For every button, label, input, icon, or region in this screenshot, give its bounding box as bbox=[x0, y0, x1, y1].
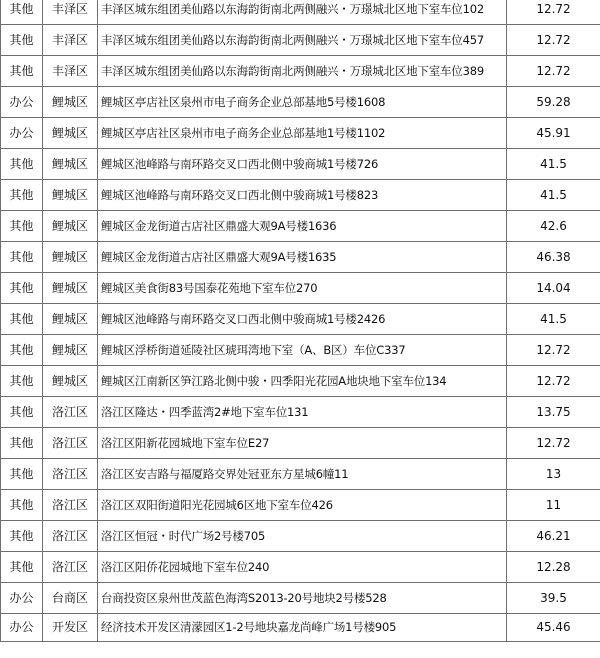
district-cell: 鲤城区 bbox=[43, 87, 98, 118]
address-cell: 洛江区安吉路与福厦路交界处冠亚东方星城6幢11 bbox=[98, 459, 507, 490]
type-cell: 其他 bbox=[1, 335, 43, 366]
area-cell: 12.72 bbox=[507, 335, 600, 366]
address-cell: 鲤城区浮桥街道延陵社区琥珥湾地下室（A、B区）车位C337 bbox=[98, 335, 507, 366]
area-cell: 14.04 bbox=[507, 273, 600, 304]
table-row bbox=[1, 273, 600, 304]
table-row bbox=[1, 428, 600, 459]
area-cell: 12.28 bbox=[507, 552, 600, 583]
address-cell: 洛江区双阳街道阳光花园城6区地下室车位426 bbox=[98, 490, 507, 521]
table-row bbox=[1, 242, 600, 273]
area-cell: 41.5 bbox=[507, 304, 600, 335]
table-row bbox=[1, 118, 600, 149]
type-cell: 其他 bbox=[1, 397, 43, 428]
table-row bbox=[1, 211, 600, 242]
type-cell: 其他 bbox=[1, 521, 43, 552]
address-cell: 洛江区阳新花园城地下室车位E27 bbox=[98, 428, 507, 459]
table-row bbox=[1, 335, 600, 366]
address-cell: 丰泽区城东组团美仙路以东海韵街南北两侧融兴・万璟城北区地下室车位457 bbox=[98, 25, 507, 56]
table-row bbox=[1, 521, 600, 552]
address-cell: 鲤城区池峰路与南环路交叉口西北侧中骏商城1号楼2426 bbox=[98, 304, 507, 335]
table-row bbox=[1, 87, 600, 118]
type-cell: 其他 bbox=[1, 273, 43, 304]
district-cell: 开发区 bbox=[43, 614, 98, 642]
property-table-body bbox=[1, 0, 600, 642]
address-cell: 洛江区阳侨花园城地下室车位240 bbox=[98, 552, 507, 583]
type-cell: 其他 bbox=[1, 490, 43, 521]
table-row bbox=[1, 490, 600, 521]
district-cell: 鲤城区 bbox=[43, 149, 98, 180]
district-cell: 鲤城区 bbox=[43, 242, 98, 273]
area-cell: 46.38 bbox=[507, 242, 600, 273]
address-cell: 鲤城区池峰路与南环路交叉口西北侧中骏商城1号楼726 bbox=[98, 149, 507, 180]
type-cell: 其他 bbox=[1, 56, 43, 87]
district-cell: 鲤城区 bbox=[43, 304, 98, 335]
district-cell: 洛江区 bbox=[43, 521, 98, 552]
type-cell: 其他 bbox=[1, 366, 43, 397]
area-cell: 46.21 bbox=[507, 521, 600, 552]
district-cell: 洛江区 bbox=[43, 397, 98, 428]
address-cell: 鲤城区亭店社区泉州市电子商务企业总部基地5号楼1608 bbox=[98, 87, 507, 118]
type-cell: 其他 bbox=[1, 242, 43, 273]
district-cell: 洛江区 bbox=[43, 428, 98, 459]
area-cell: 12.72 bbox=[507, 0, 600, 25]
type-cell: 其他 bbox=[1, 0, 43, 25]
district-cell: 丰泽区 bbox=[43, 56, 98, 87]
district-cell: 鲤城区 bbox=[43, 273, 98, 304]
district-cell: 丰泽区 bbox=[43, 0, 98, 25]
district-cell: 鲤城区 bbox=[43, 180, 98, 211]
district-cell: 鲤城区 bbox=[43, 118, 98, 149]
address-cell: 鲤城区亭店社区泉州市电子商务企业总部基地1号楼1102 bbox=[98, 118, 507, 149]
district-cell: 鲤城区 bbox=[43, 335, 98, 366]
area-cell: 41.5 bbox=[507, 180, 600, 211]
table-row bbox=[1, 304, 600, 335]
district-cell: 台商区 bbox=[43, 583, 98, 614]
type-cell: 办公 bbox=[1, 614, 43, 642]
type-cell: 其他 bbox=[1, 428, 43, 459]
district-cell: 洛江区 bbox=[43, 459, 98, 490]
address-cell: 台商投资区泉州世茂蓝色海湾S2013-20号地块2号楼528 bbox=[98, 583, 507, 614]
type-cell: 其他 bbox=[1, 459, 43, 490]
type-cell: 其他 bbox=[1, 149, 43, 180]
area-cell: 45.91 bbox=[507, 118, 600, 149]
area-cell: 12.72 bbox=[507, 428, 600, 459]
area-cell: 12.72 bbox=[507, 56, 600, 87]
area-cell: 11 bbox=[507, 490, 600, 521]
area-cell: 39.5 bbox=[507, 583, 600, 614]
address-cell: 鲤城区金龙街道古店社区鼎盛大观9A号楼1636 bbox=[98, 211, 507, 242]
address-cell: 经济技术开发区清濛园区1-2号地块嘉龙尚峰广场1号楼905 bbox=[98, 614, 507, 642]
area-cell: 12.72 bbox=[507, 25, 600, 56]
area-cell: 59.28 bbox=[507, 87, 600, 118]
table-row bbox=[1, 459, 600, 490]
district-cell: 鲤城区 bbox=[43, 366, 98, 397]
address-cell: 洛江区隆达・四季蓝湾2#地下室车位131 bbox=[98, 397, 507, 428]
area-cell: 42.6 bbox=[507, 211, 600, 242]
type-cell: 办公 bbox=[1, 118, 43, 149]
table-row bbox=[1, 397, 600, 428]
type-cell: 其他 bbox=[1, 211, 43, 242]
address-cell: 鲤城区江南新区笋江路北侧中骏・四季阳光花园A地块地下室车位134 bbox=[98, 366, 507, 397]
address-cell: 鲤城区池峰路与南环路交叉口西北侧中骏商城1号楼823 bbox=[98, 180, 507, 211]
table-row bbox=[1, 149, 600, 180]
type-cell: 办公 bbox=[1, 583, 43, 614]
table-row bbox=[1, 552, 600, 583]
table-row bbox=[1, 180, 600, 211]
type-cell: 办公 bbox=[1, 87, 43, 118]
address-cell: 丰泽区城东组团美仙路以东海韵街南北两侧融兴・万璟城北区地下室车位389 bbox=[98, 56, 507, 87]
table-row bbox=[1, 56, 600, 87]
table-row bbox=[1, 0, 600, 25]
table-row bbox=[1, 366, 600, 397]
district-cell: 丰泽区 bbox=[43, 25, 98, 56]
table-row bbox=[1, 614, 600, 642]
type-cell: 其他 bbox=[1, 304, 43, 335]
address-cell: 鲤城区美食街83号国泰花苑地下室车位270 bbox=[98, 273, 507, 304]
type-cell: 其他 bbox=[1, 552, 43, 583]
address-cell: 洛江区恒冠・时代广场2号楼705 bbox=[98, 521, 507, 552]
area-cell: 13 bbox=[507, 459, 600, 490]
area-cell: 45.46 bbox=[507, 614, 600, 642]
area-cell: 12.72 bbox=[507, 366, 600, 397]
district-cell: 鲤城区 bbox=[43, 211, 98, 242]
district-cell: 洛江区 bbox=[43, 490, 98, 521]
area-cell: 41.5 bbox=[507, 149, 600, 180]
type-cell: 其他 bbox=[1, 25, 43, 56]
table-row bbox=[1, 25, 600, 56]
district-cell: 洛江区 bbox=[43, 552, 98, 583]
area-cell: 13.75 bbox=[507, 397, 600, 428]
table-row bbox=[1, 583, 600, 614]
type-cell: 其他 bbox=[1, 180, 43, 211]
address-cell: 丰泽区城东组团美仙路以东海韵街南北两侧融兴・万璟城北区地下室车位102 bbox=[98, 0, 507, 25]
address-cell: 鲤城区金龙街道古店社区鼎盛大观9A号楼1635 bbox=[98, 242, 507, 273]
